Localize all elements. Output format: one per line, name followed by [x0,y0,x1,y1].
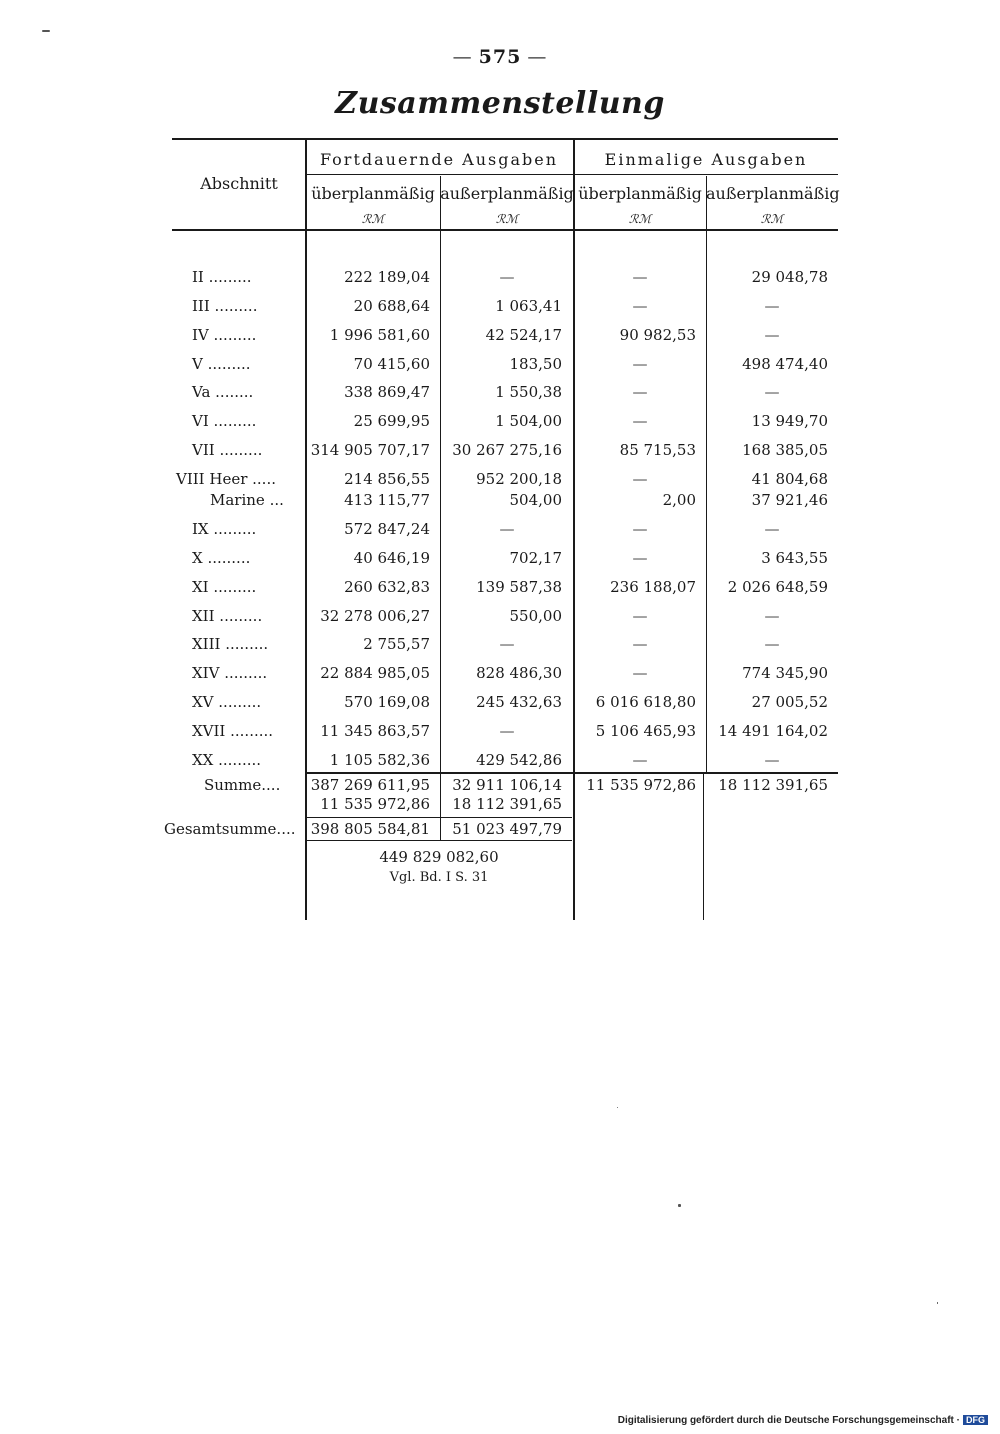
row-value-3: 90 982,53 [619,326,696,344]
table-row [0,326,1000,346]
row-value-4: 3 643,55 [761,549,828,567]
footer-text: Digitalisierung gefördert durch die Deutsche Forschungsgemeinschaft · [617,1415,960,1426]
row-label: X ......... [192,549,251,567]
group-header-fortdauernd: Fortdauernde Ausgaben [319,150,559,169]
row-value-4: 41 804,68 [751,470,828,488]
row-value-4: — [764,297,780,315]
unit-3: ℛℳ [628,212,652,226]
gesamt-bottom-rule [306,840,572,841]
row-label: III ......... [192,297,258,315]
unit-1: ℛℳ [361,212,385,226]
row-value-3: — [632,549,648,567]
gesamtsumme-label: Gesamtsumme.... [164,820,296,838]
row-value-1: 20 688,64 [353,297,430,315]
row-label: IV ......... [192,326,257,344]
summe-row-second [0,795,1000,815]
row-value-3: 6 016 618,80 [595,693,696,711]
row-value-1: 260 632,83 [344,578,430,596]
row-label: II ......... [192,268,252,286]
row-value-4: — [764,520,780,538]
row-value-3: — [632,607,648,625]
table-row [0,297,1000,317]
scan-speck [42,30,50,32]
grand-total: 449 829 082,60 [379,848,499,866]
row-value-3: — [632,268,648,286]
summe-v1b: 11 535 972,86 [320,795,430,813]
row-value-2: 504,00 [509,491,562,509]
table-top-rule [172,138,838,140]
row-value-3: — [632,412,648,430]
table-row [0,549,1000,569]
table-row [0,383,1000,403]
row-value-3: — [632,751,648,769]
page-title: Zusammenstellung [335,86,665,121]
summe-v4: 18 112 391,65 [718,776,828,794]
row-label: XIII ......... [192,635,269,653]
row-value-2: 30 267 275,16 [452,441,562,459]
row-value-3: — [632,664,648,682]
table-row [0,441,1000,461]
row-value-2: 702,17 [509,549,562,567]
row-value-4: 29 048,78 [751,268,828,286]
row-value-1: 32 278 006,27 [320,607,430,625]
row-value-4: 14 491 164,02 [718,722,828,740]
row-label: XX ......... [192,751,262,769]
summe-rule [306,772,838,774]
row-value-4: — [764,751,780,769]
table-row [0,635,1000,655]
row-value-1: 11 345 863,57 [320,722,430,740]
table-row [0,520,1000,540]
row-value-4: — [764,326,780,344]
row-label: XVII ......... [192,722,274,740]
col-header-1: überplanmäßig [311,184,435,203]
gesamtsumme-v2: 51 023 497,79 [452,820,562,838]
row-label: Va ........ [192,383,254,401]
row-value-1: 1 996 581,60 [329,326,430,344]
row-value-3: 5 106 465,93 [595,722,696,740]
row-value-4: — [764,383,780,401]
row-value-4: 2 026 648,59 [727,578,828,596]
gesamt-top-rule [306,817,572,818]
row-value-4: 774 345,90 [742,664,828,682]
abschnitt-header: Abschnitt [200,174,278,193]
row-label: IX ......... [192,520,257,538]
row-value-3: 2,00 [662,491,696,509]
row-value-3: — [632,355,648,373]
table-row [0,693,1000,713]
row-value-4: — [764,607,780,625]
row-value-1: 570 169,08 [344,693,430,711]
table-row [0,578,1000,598]
row-value-2: — [499,520,515,538]
row-label: Marine ... [210,491,284,509]
table-row [0,268,1000,288]
row-value-3: 85 715,53 [619,441,696,459]
table-row [0,470,1000,490]
row-value-2: 1 063,41 [495,297,562,315]
row-value-2: 952 200,18 [476,470,562,488]
row-value-1: 314 905 707,17 [310,441,430,459]
summe-label: Summe.... [204,776,281,794]
reference-note: Vgl. Bd. I S. 31 [389,870,489,885]
row-value-2: 1 504,00 [495,412,562,430]
row-value-2: 550,00 [509,607,562,625]
table-row [0,412,1000,432]
row-label: VIII Heer ..... [176,470,276,488]
row-value-1: 70 415,60 [353,355,430,373]
row-value-4: 27 005,52 [751,693,828,711]
table-row [0,355,1000,375]
row-label: VII ......... [192,441,263,459]
row-value-2: 42 524,17 [485,326,562,344]
table-row [0,751,1000,771]
table-row [0,491,1000,511]
row-value-4: 168 385,05 [742,441,828,459]
col-header-4: außerplanmäßig [706,184,840,203]
row-value-3: — [632,520,648,538]
row-value-1: 222 189,04 [344,268,430,286]
unit-4: ℛℳ [760,212,784,226]
row-value-1: 1 105 582,36 [329,751,430,769]
page-number: — 575 — [452,46,548,68]
group-header-einmalig: Einmalige Ausgaben [604,150,808,169]
row-value-3: — [632,635,648,653]
row-value-3: — [632,470,648,488]
table-row [0,664,1000,684]
row-value-1: 214 856,55 [344,470,430,488]
group-underline [306,174,838,175]
row-value-3: 236 188,07 [610,578,696,596]
row-value-4: 13 949,70 [751,412,828,430]
row-value-2: 139 587,38 [476,578,562,596]
header-bottom-rule [172,229,838,231]
gesamtsumme-v1: 398 805 584,81 [310,820,430,838]
summe-v2b: 18 112 391,65 [452,795,562,813]
row-value-1: 338 869,47 [344,383,430,401]
row-value-3: — [632,297,648,315]
row-label: XI ......... [192,578,257,596]
row-value-3: — [632,383,648,401]
scan-speck [678,1204,681,1207]
row-value-2: 183,50 [509,355,562,373]
summe-v3: 11 535 972,86 [586,776,696,794]
row-value-1: 572 847,24 [344,520,430,538]
gesamtsumme-row [0,820,1000,840]
row-label: XV ......... [192,693,262,711]
row-value-1: 2 755,57 [363,635,430,653]
scan-speck [937,1302,938,1304]
row-label: XII ......... [192,607,263,625]
row-value-1: 22 884 985,05 [320,664,430,682]
row-value-2: — [499,722,515,740]
row-value-2: — [499,268,515,286]
col-header-2: außerplanmäßig [440,184,574,203]
row-value-2: 429 542,86 [476,751,562,769]
row-label: VI ......... [192,412,257,430]
dfg-logo: DFG [963,1415,988,1425]
col-header-3: überplanmäßig [578,184,702,203]
summe-v2: 32 911 106,14 [452,776,562,794]
row-label: V ......... [192,355,251,373]
row-value-1: 40 646,19 [353,549,430,567]
row-value-4: 37 921,46 [751,491,828,509]
unit-2: ℛℳ [495,212,519,226]
row-value-4: 498 474,40 [742,355,828,373]
row-value-4: — [764,635,780,653]
footer-credit [618,1415,988,1426]
scan-speck [617,1107,618,1108]
row-value-2: — [499,635,515,653]
summe-v1: 387 269 611,95 [310,776,430,794]
row-value-2: 828 486,30 [476,664,562,682]
summe-row [0,776,1000,796]
row-value-1: 25 699,95 [353,412,430,430]
row-value-2: 1 550,38 [495,383,562,401]
row-value-1: 413 115,77 [344,491,430,509]
row-value-2: 245 432,63 [476,693,562,711]
table-row [0,607,1000,627]
row-label: XIV ......... [192,664,268,682]
table-row [0,722,1000,742]
